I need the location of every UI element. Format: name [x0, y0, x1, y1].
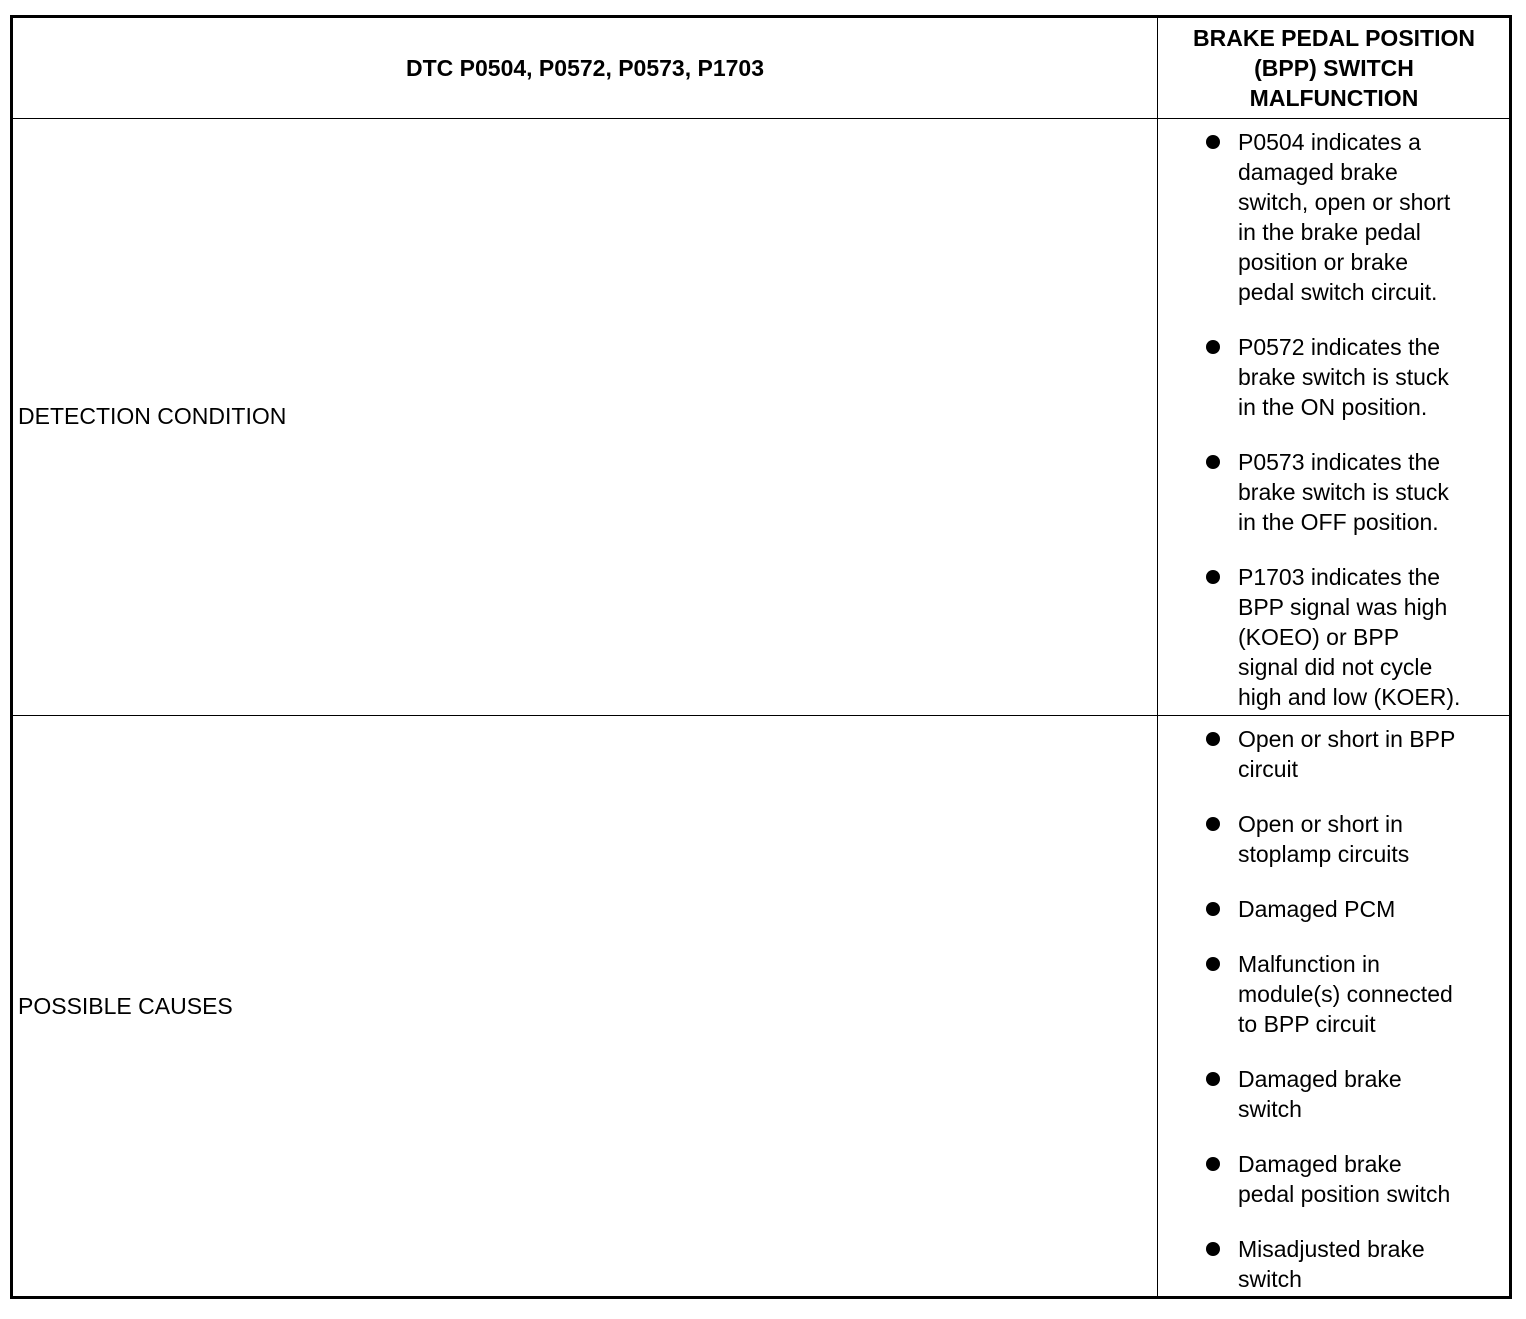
detection-condition-list — [1158, 127, 1510, 737]
bullet-text-line: Damaged PCM — [1238, 896, 1396, 922]
bullet-text-line: pedal position switch — [1238, 1181, 1451, 1207]
bullet-text-line: P1703 indicates the — [1238, 564, 1441, 590]
header-divider — [13, 118, 1509, 119]
bullet-item — [1158, 724, 1510, 784]
bullet-item — [1158, 127, 1510, 307]
bullet-text-line: P0572 indicates the — [1238, 334, 1441, 360]
header-dtc-codes: DTC P0504, P0572, P0573, P1703 — [405, 54, 765, 81]
bullet-item — [1158, 1064, 1510, 1124]
bullet-dot-icon — [1206, 902, 1220, 916]
bullet-text-line: Damaged brake — [1238, 1151, 1402, 1177]
bullet-text-line: (KOEO) or BPP — [1238, 624, 1400, 650]
bullet-dot-icon — [1206, 732, 1220, 746]
header-malfunction-title — [1158, 23, 1510, 113]
bullet-dot-icon — [1206, 570, 1220, 584]
bullet-text-line: high and low (KOER). — [1238, 684, 1461, 710]
bullet-text-line: circuit — [1238, 756, 1299, 782]
bullet-text-line: switch — [1238, 1266, 1302, 1292]
bullet-text-line: in the OFF position. — [1238, 509, 1439, 535]
bullet-text-line: Open or short in BPP — [1238, 726, 1456, 752]
header-title-line: (BPP) SWITCH — [1254, 55, 1414, 81]
bullet-dot-icon — [1206, 817, 1220, 831]
bullet-text-line: in the ON position. — [1238, 394, 1428, 420]
bullet-text-line: brake switch is stuck — [1238, 364, 1449, 390]
bullet-dot-icon — [1206, 135, 1220, 149]
bullet-text-line: pedal switch circuit. — [1238, 279, 1438, 305]
bullet-item — [1158, 1149, 1510, 1209]
bullet-text-line: switch, open or short — [1238, 189, 1451, 215]
bullet-text-line: Malfunction in — [1238, 951, 1380, 977]
bullet-item — [1158, 809, 1510, 869]
bullet-text-line: signal did not cycle — [1238, 654, 1433, 680]
bullet-dot-icon — [1206, 1242, 1220, 1256]
bullet-text-line: stoplamp circuits — [1238, 841, 1410, 867]
bullet-text-line: Open or short in — [1238, 811, 1403, 837]
header-title-line: BRAKE PEDAL POSITION — [1193, 25, 1475, 51]
possible-causes-label: POSSIBLE CAUSES — [18, 993, 233, 1019]
bullet-text-line: switch — [1238, 1096, 1302, 1122]
bullet-text-line: P0573 indicates the — [1238, 449, 1441, 475]
bullet-item — [1158, 447, 1510, 537]
possible-causes-list — [1158, 724, 1510, 1319]
bullet-text-line: Damaged brake — [1238, 1066, 1402, 1092]
dtc-table — [10, 15, 1512, 1299]
bullet-dot-icon — [1206, 957, 1220, 971]
bullet-item — [1158, 332, 1510, 422]
bullet-item — [1158, 894, 1510, 924]
bullet-text-line: damaged brake — [1238, 159, 1398, 185]
bullet-text-line: module(s) connected — [1238, 981, 1453, 1007]
bullet-dot-icon — [1206, 340, 1220, 354]
bullet-item — [1158, 1234, 1510, 1294]
bullet-text-line: position or brake — [1238, 249, 1409, 275]
header-title-line: MALFUNCTION — [1249, 85, 1419, 111]
bullet-dot-icon — [1206, 455, 1220, 469]
bullet-dot-icon — [1206, 1157, 1220, 1171]
bullet-text-line: brake switch is stuck — [1238, 479, 1449, 505]
bullet-text-line: in the brake pedal — [1238, 219, 1421, 245]
bullet-text-line: to BPP circuit — [1238, 1011, 1376, 1037]
bullet-item — [1158, 949, 1510, 1039]
bullet-text-line: Misadjusted brake — [1238, 1236, 1425, 1262]
bullet-dot-icon — [1206, 1072, 1220, 1086]
detection-condition-label: DETECTION CONDITION — [18, 403, 287, 429]
bullet-item — [1158, 562, 1510, 712]
bullet-text-line: BPP signal was high — [1238, 594, 1448, 620]
bullet-text-line: P0504 indicates a — [1238, 129, 1421, 155]
